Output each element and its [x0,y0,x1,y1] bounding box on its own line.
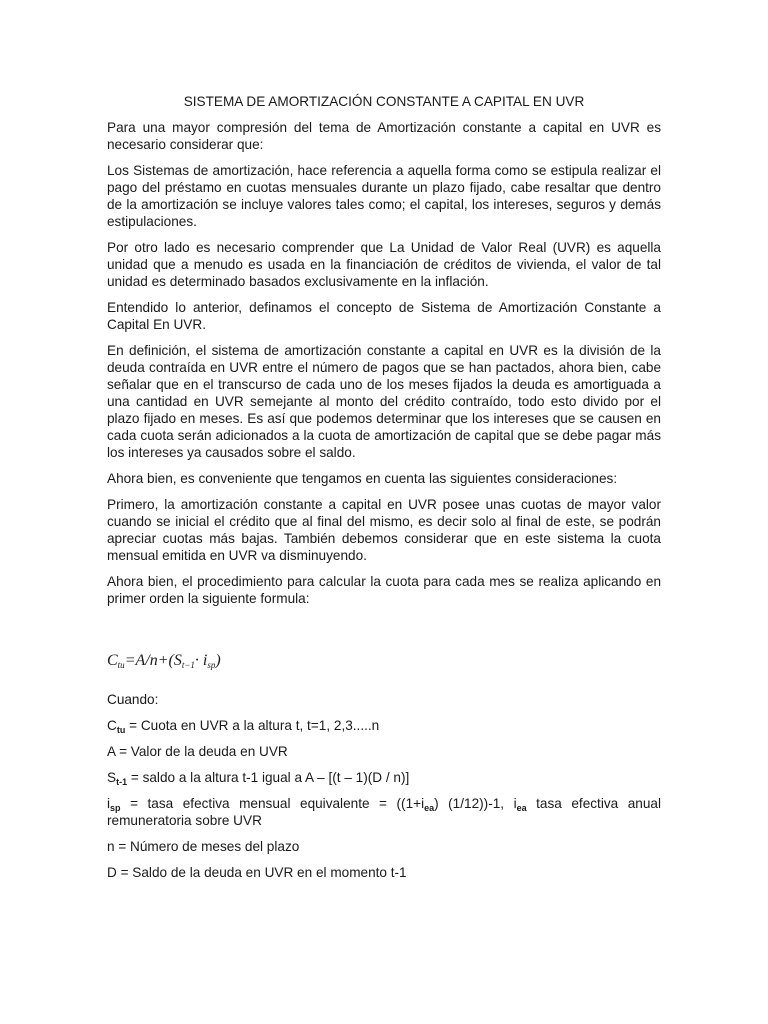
paragraph-definicion: En definición, el sistema de amortización constante a capital en UVR es la división de la deuda contraída en UVR entre el número de pagos que se han pactados, ahora bien, cabe señalar que en el transcurso de cada uno de los meses fijados la deuda es amortiguada a una cantidad en UVR semejante al monto del crédito contraído, todo esto divido por el plazo fijado en meses. Es así que podemos determinar que los intereses que se causen en cada cuota serán adicionados a la cuota de amortización de capital que se debe pagar más los intereses ya causados sobre el saldo. [107,343,661,460]
paragraph-sistemas: Los Sistemas de amortización, hace referencia a aquella forma como se estipula realizar el pago del préstamo en cuotas mensuales durante un plazo fijado, cabe resaltar que dentro de la amortización se incluye valores tales como; el capital, los intereses, seguros y demás estipulaciones. [107,163,661,229]
definition-ctu: $C_{tu}$ = Cuota en UVR a la altura t, t=1, 2,3.....n [107,718,380,735]
cuando-label: Cuando: [107,692,159,707]
paragraph-primero: Primero, la amortización constante a capital en UVR posee unas cuotas de mayor valor cuando se inicial el crédito que al final del mismo, es decir solo al final de este, se podrán apreciar cuotas más bajas. También debemos considerar que en este sistema la cuota mensual emitida en UVR va disminuyendo. [107,497,661,563]
paragraph-intro: Para una mayor compresión del tema de Amortización constante a capital en UVR es necesario considerar que: [107,120,661,152]
document-title: SISTEMA DE AMORTIZACIÓN CONSTANTE A CAPITAL EN UVR [183,94,585,109]
definition-a: A = Valor de la deuda en UVR [107,744,288,759]
paragraph-uvr: Por otro lado es necesario comprender que La Unidad de Valor Real (UVR) es aquella unidad que a menudo es usada en la financiación de créditos de vivienda, el valor de tal unidad es determinado basados exclusivamente en la inflación. [107,240,661,289]
formula: $C_{tu}=A/n+(S_{t-1}\cdot i_{sp})$ [107,652,221,670]
definition-n: n = Número de meses del plazo [107,839,300,854]
definition-isp: $i_{sp}$ = tasa efectiva mensual equivalente = ($(1+i_{ea})$ (1/12))-1, $i_{ea}$ tasa efectiva anual remuneratoria sobre UVR [107,796,661,828]
paragraph-procedimiento: Ahora bien, el procedimiento para calcular la cuota para cada mes se realiza aplicando en primer orden la siguiente formula: [107,574,661,606]
definition-d: D = Saldo de la deuda en UVR en el momento t-1 [107,865,407,880]
definition-st1: $S_{t-1}$ = saldo a la altura t-1 igual a A – [(t – 1)(D / n)] [107,770,410,787]
paragraph-entendido: Entendido lo anterior, definamos el concepto de Sistema de Amortización Constante a Capital En UVR. [107,300,661,332]
paragraph-consideraciones: Ahora bien, es conveniente que tengamos en cuenta las siguientes consideraciones: [107,471,618,486]
